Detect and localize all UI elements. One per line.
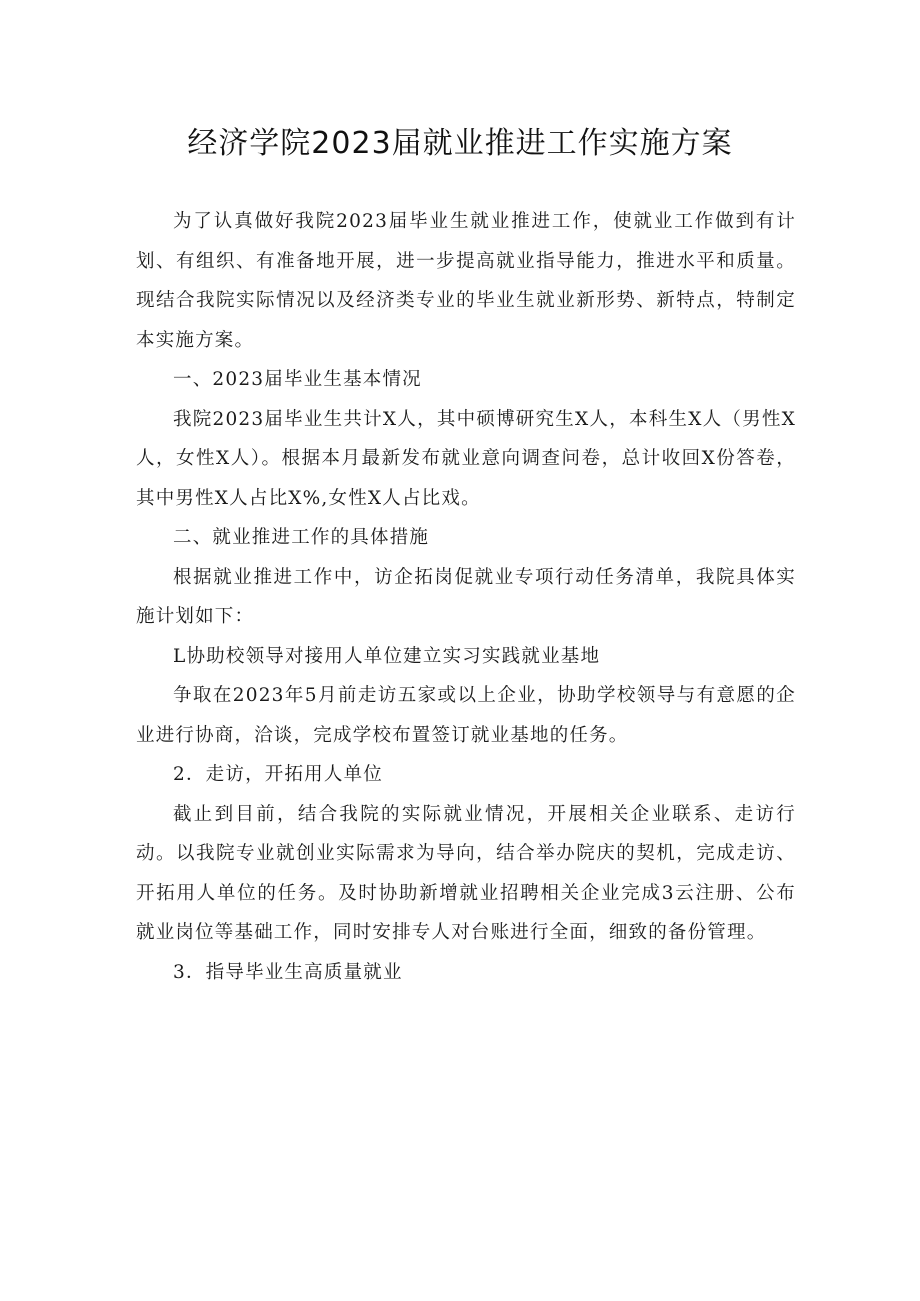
measures-intro-paragraph: 根据就业推进工作中，访企拓岗促就业专项行动任务清单，我院具体实施计划如下： bbox=[136, 566, 796, 627]
subsection-heading-2: 2．走访，开拓用人单位 bbox=[173, 764, 383, 785]
section-heading-measures: 二、就业推进工作的具体措施 bbox=[173, 527, 430, 548]
subsection-1-paragraph: 争取在2023年5月前走访五家或以上企业，协助学校领导与有意愿的企业进行协商，洽谈，完成学校布置签订就业基地的任务。 bbox=[136, 685, 796, 746]
subsection-heading-1: L协助校领导对接用人单位建立实习实践就业基地 bbox=[173, 645, 601, 667]
section-heading-basic-info: 一、2023届毕业生基本情况 bbox=[173, 369, 422, 390]
document-title: 经济学院2023届就业推进工作实施方案 bbox=[187, 126, 733, 161]
subsection-2-paragraph: 截止到目前，结合我院的实际就业情况，开展相关企业联系、走访行动。以我院专业就创业实际需求为导向，结合举办院庆的契机，完成走访、开拓用人单位的任务。及时协助新增就业招聘相关企业完成3云注册、公布就业岗位等基础工作，同时安排专人对台账进行全面，细致的备份管理。 bbox=[136, 803, 796, 943]
basic-info-paragraph: 我院2023届毕业生共计X人，其中硕博研究生X人，本科生X人（男性X人，女性X人）。根据本月最新发布就业意向调查问卷，总计收回X份答卷，其中男性X人占比X%,女性X人占比戏。 bbox=[136, 408, 796, 509]
subsection-heading-3: 3．指导毕业生高质量就业 bbox=[173, 961, 403, 983]
document-body bbox=[136, 202, 796, 992]
intro-paragraph: 为了认真做好我院2023届毕业生就业推进工作，使就业工作做到有计划、有组织、有准备地开展，进一步提高就业指导能力，推进水平和质量。现结合我院实际情况以及经济类专业的毕业生就业新形势、新特点，特制定本实施方案。 bbox=[136, 211, 796, 351]
